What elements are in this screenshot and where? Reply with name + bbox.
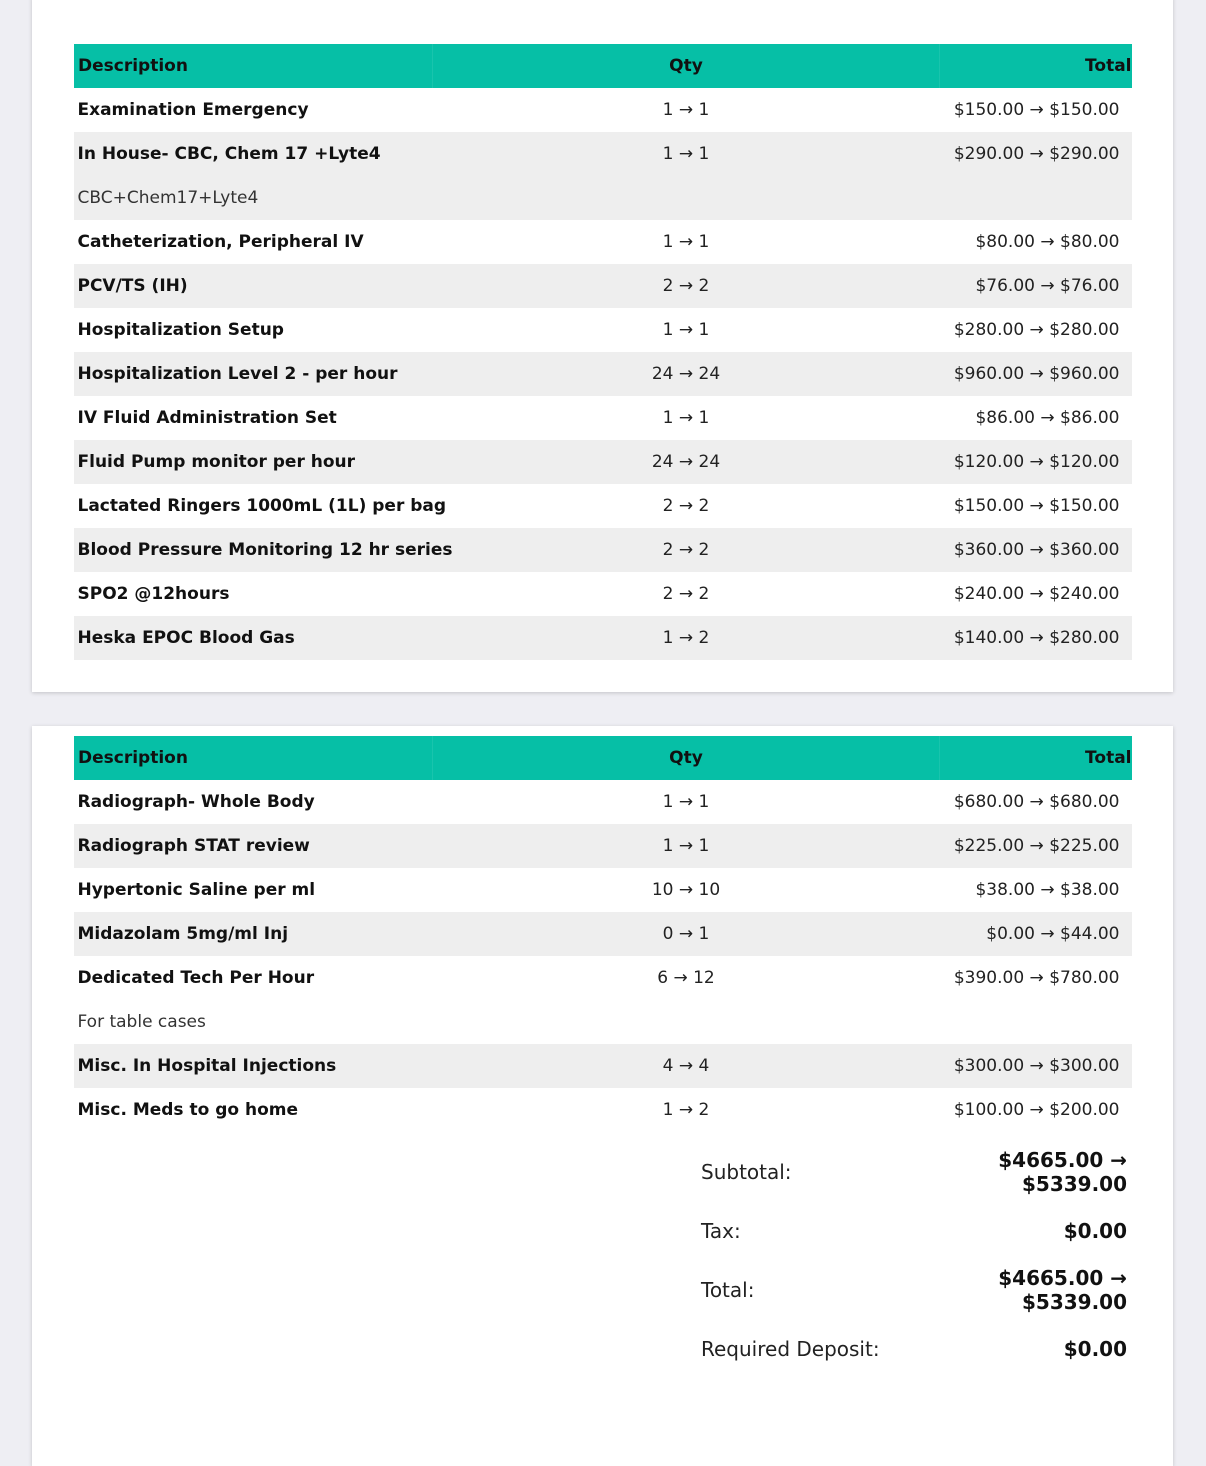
table-row xyxy=(74,528,1132,572)
tax-label: Tax: xyxy=(701,1219,741,1243)
item-qty: 1 → 2 xyxy=(662,1100,710,1120)
item-total: $140.00 → $280.00 xyxy=(953,628,1120,648)
item-note: For table cases xyxy=(77,1012,206,1032)
item-description: Heska EPOC Blood Gas xyxy=(77,628,295,648)
total-from: $4665.00 → xyxy=(998,1266,1127,1290)
table-row xyxy=(74,956,1132,1000)
subtotal-from: $4665.00 → xyxy=(998,1148,1127,1172)
line-items-body-1 xyxy=(74,88,1132,660)
totals-summary xyxy=(701,1146,1127,1382)
item-qty: 1 → 1 xyxy=(662,144,710,164)
table-row xyxy=(74,824,1132,868)
table-row xyxy=(74,616,1132,660)
table-row xyxy=(74,1088,1132,1132)
column-header-description: Description xyxy=(74,736,433,780)
subtotal-to: $5339.00 xyxy=(1021,1172,1127,1196)
item-description: Misc. In Hospital Injections xyxy=(77,1056,337,1076)
column-header-qty: Qty xyxy=(433,736,940,780)
item-description: Fluid Pump monitor per hour xyxy=(77,452,356,472)
item-qty: 6 → 12 xyxy=(657,968,715,988)
table-row xyxy=(74,484,1132,528)
item-qty: 2 → 2 xyxy=(662,540,710,560)
table-row xyxy=(74,88,1132,132)
item-description: Hypertonic Saline per ml xyxy=(77,880,316,900)
item-description: In House- CBC, Chem 17 +Lyte4 xyxy=(77,144,381,164)
item-description: Hospitalization Level 2 - per hour xyxy=(77,364,398,384)
item-description: SPO2 @12hours xyxy=(77,584,230,604)
item-qty: 24 → 24 xyxy=(651,364,721,384)
item-total: $390.00 → $780.00 xyxy=(953,968,1120,988)
item-total: $360.00 → $360.00 xyxy=(953,540,1120,560)
subtotal-row xyxy=(701,1146,1127,1198)
item-total: $80.00 → $80.00 xyxy=(975,232,1120,252)
tax-row xyxy=(701,1198,1127,1264)
table-row xyxy=(74,780,1132,824)
item-total: $150.00 → $150.00 xyxy=(953,100,1120,120)
item-total: $76.00 → $76.00 xyxy=(975,276,1120,296)
deposit-row xyxy=(701,1316,1127,1382)
item-qty: 24 → 24 xyxy=(651,452,721,472)
estimate-card-1 xyxy=(32,0,1173,692)
item-description: Hospitalization Setup xyxy=(77,320,284,340)
item-qty: 1 → 1 xyxy=(662,792,710,812)
column-header-description: Description xyxy=(74,44,433,88)
item-qty: 2 → 2 xyxy=(662,496,710,516)
item-description: Blood Pressure Monitoring 12 hr series xyxy=(77,540,453,560)
table-row-note xyxy=(74,1000,1132,1044)
item-description: Misc. Meds to go home xyxy=(77,1100,298,1120)
table-row xyxy=(74,572,1132,616)
item-qty: 1 → 1 xyxy=(662,232,710,252)
line-items-body-2 xyxy=(74,780,1132,1132)
item-note: CBC+Chem17+Lyte4 xyxy=(77,188,259,208)
deposit-value: $0.00 xyxy=(1063,1337,1127,1361)
item-qty: 2 → 2 xyxy=(662,584,710,604)
item-total: $240.00 → $240.00 xyxy=(953,584,1120,604)
item-total: $960.00 → $960.00 xyxy=(953,364,1120,384)
subtotal-value xyxy=(998,1148,1127,1196)
table-row xyxy=(74,220,1132,264)
estimate-card-2 xyxy=(32,726,1173,1466)
table-header-row xyxy=(74,44,1132,88)
deposit-label: Required Deposit: xyxy=(701,1337,880,1361)
item-total: $86.00 → $86.00 xyxy=(975,408,1120,428)
item-total: $38.00 → $38.00 xyxy=(975,880,1120,900)
table-row xyxy=(74,396,1132,440)
table-row xyxy=(74,440,1132,484)
item-total: $280.00 → $280.00 xyxy=(953,320,1120,340)
item-qty: 1 → 1 xyxy=(662,408,710,428)
item-total: $680.00 → $680.00 xyxy=(953,792,1120,812)
item-qty: 2 → 2 xyxy=(662,276,710,296)
item-total: $120.00 → $120.00 xyxy=(953,452,1120,472)
item-qty: 1 → 1 xyxy=(662,320,710,340)
column-header-total: Total xyxy=(940,736,1132,780)
item-qty: 4 → 4 xyxy=(662,1056,710,1076)
item-description: Radiograph STAT review xyxy=(77,836,310,856)
table-row xyxy=(74,132,1132,176)
tax-value: $0.00 xyxy=(1063,1219,1127,1243)
item-total: $100.00 → $200.00 xyxy=(953,1100,1120,1120)
item-qty: 0 → 1 xyxy=(662,924,710,944)
item-total: $225.00 → $225.00 xyxy=(953,836,1120,856)
item-total: $0.00 → $44.00 xyxy=(986,924,1120,944)
item-description: Dedicated Tech Per Hour xyxy=(77,968,315,988)
item-description: Examination Emergency xyxy=(77,100,309,120)
total-to: $5339.00 xyxy=(1021,1290,1127,1314)
table-row xyxy=(74,912,1132,956)
item-description: Lactated Ringers 1000mL (1L) per bag xyxy=(77,496,447,516)
item-total: $300.00 → $300.00 xyxy=(953,1056,1120,1076)
column-header-total: Total xyxy=(940,44,1132,88)
item-description: Midazolam 5mg/ml Inj xyxy=(77,924,289,944)
total-label: Total: xyxy=(701,1278,755,1302)
table-row xyxy=(74,264,1132,308)
item-description: Catheterization, Peripheral IV xyxy=(77,232,364,252)
item-description: PCV/TS (IH) xyxy=(77,276,188,296)
table-row xyxy=(74,352,1132,396)
table-row-note xyxy=(74,176,1132,220)
table-row xyxy=(74,868,1132,912)
item-qty: 1 → 2 xyxy=(662,628,710,648)
item-qty: 1 → 1 xyxy=(662,100,710,120)
line-items-table-2 xyxy=(73,736,1132,1132)
table-header-row xyxy=(74,736,1132,780)
item-qty: 1 → 1 xyxy=(662,836,710,856)
table-row xyxy=(74,308,1132,352)
item-total: $150.00 → $150.00 xyxy=(953,496,1120,516)
column-header-qty: Qty xyxy=(433,44,940,88)
total-row xyxy=(701,1264,1127,1316)
total-value xyxy=(998,1266,1127,1314)
item-qty: 10 → 10 xyxy=(651,880,721,900)
item-description: Radiograph- Whole Body xyxy=(77,792,315,812)
table-row xyxy=(74,1044,1132,1088)
line-items-table-1 xyxy=(73,44,1132,660)
subtotal-label: Subtotal: xyxy=(701,1160,792,1184)
item-description: IV Fluid Administration Set xyxy=(77,408,337,428)
item-total: $290.00 → $290.00 xyxy=(953,144,1120,164)
